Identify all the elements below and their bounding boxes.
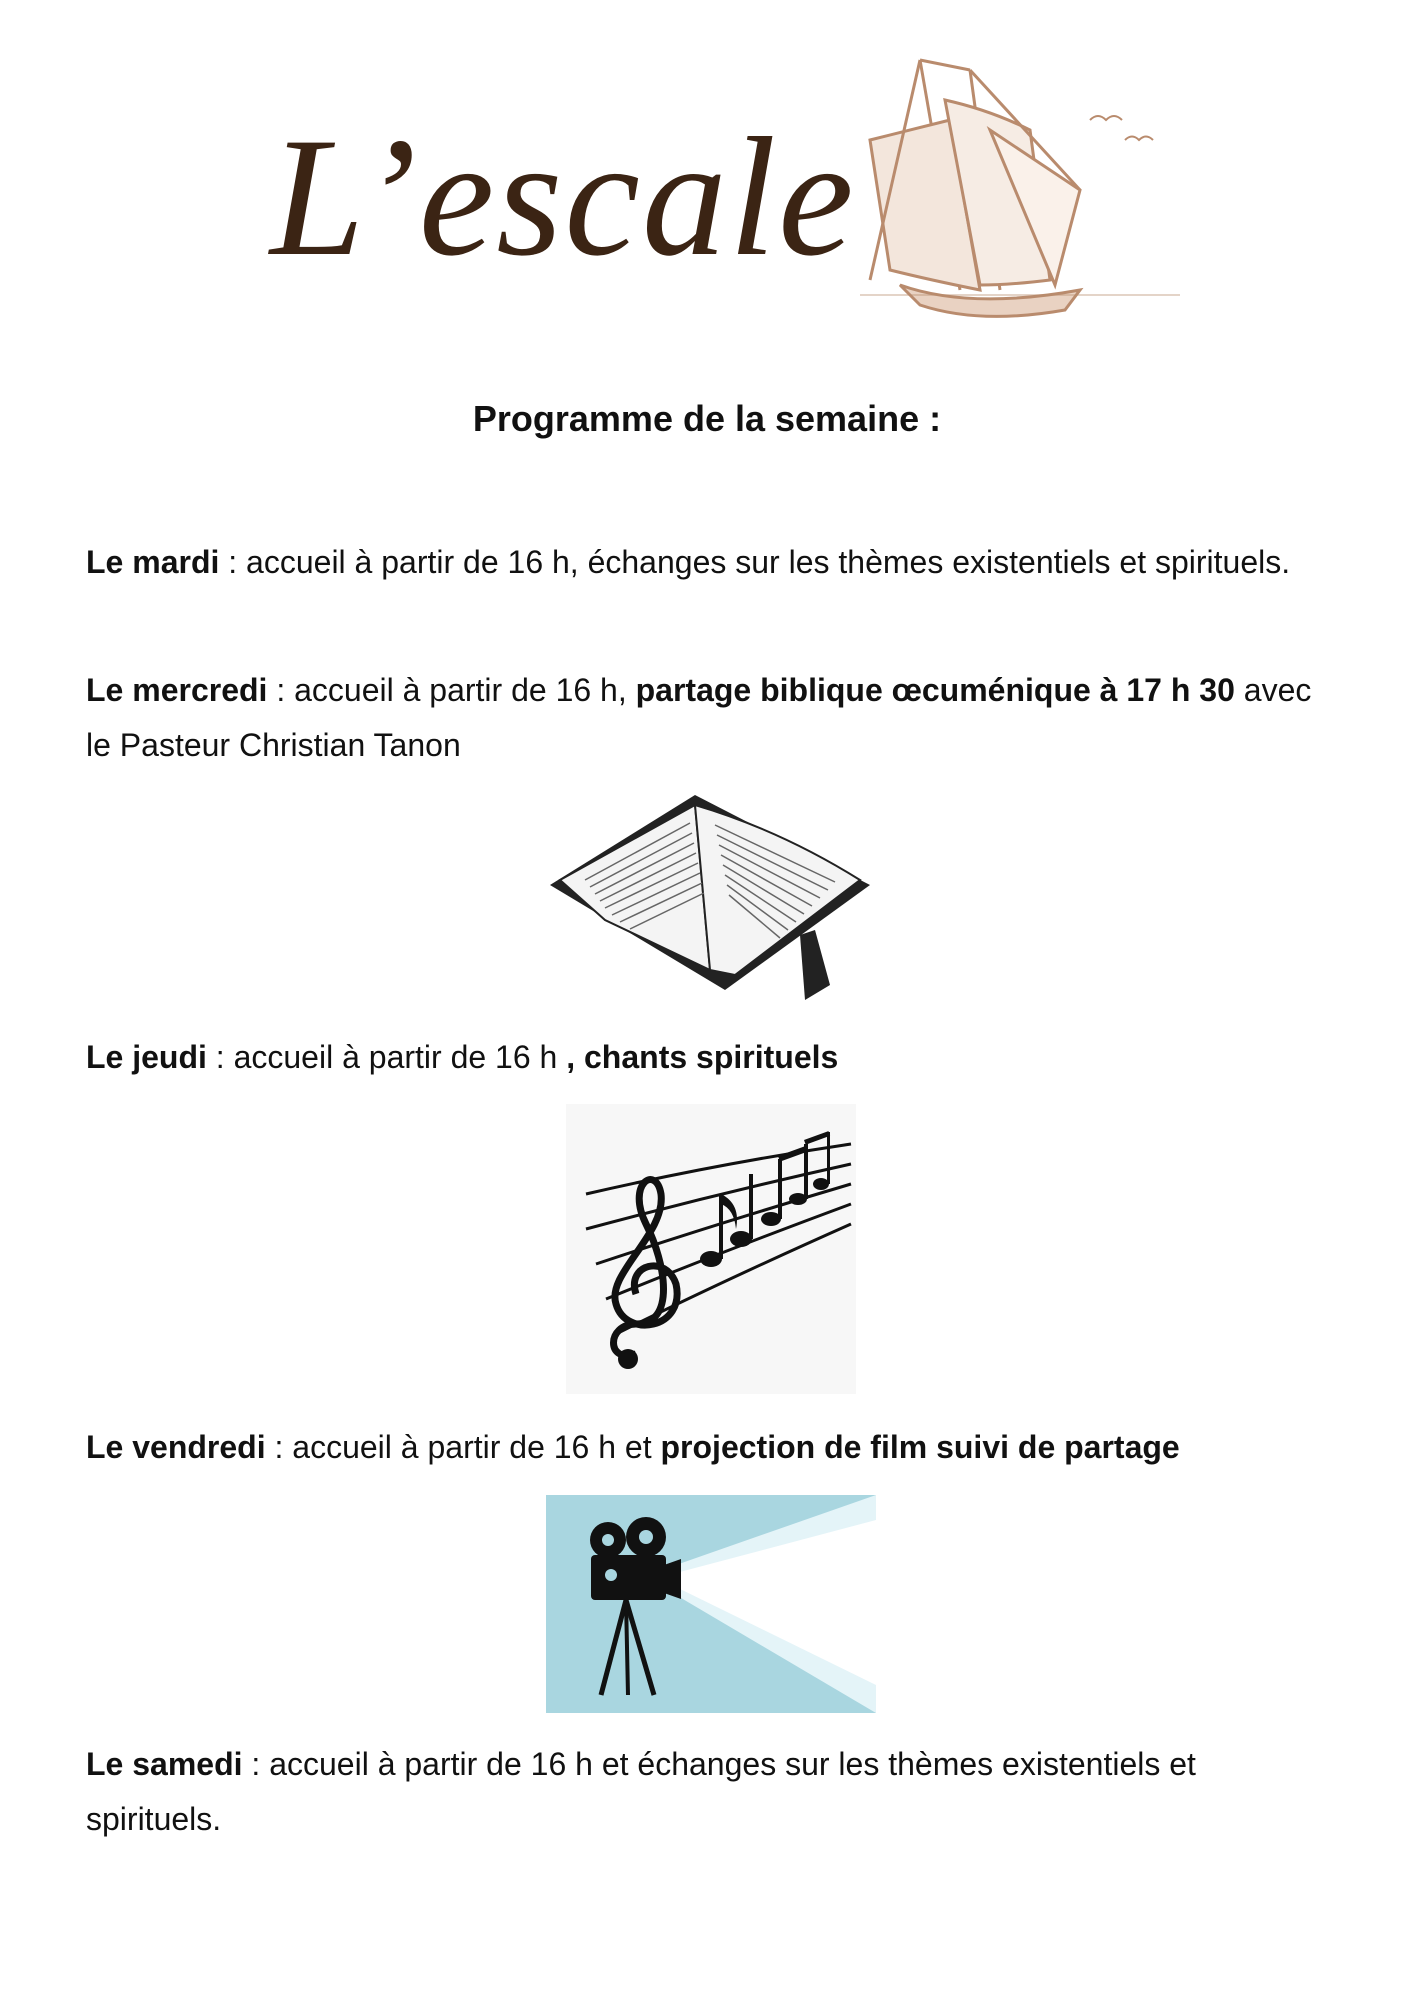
paragraph-jeudi — [86, 1030, 1336, 1085]
paragraph-vendredi — [86, 1420, 1336, 1475]
paragraph-mercredi — [86, 663, 1336, 773]
highlight-mercredi: partage biblique œcuménique à 17 h 30 — [635, 672, 1235, 708]
paragraph-samedi — [86, 1737, 1336, 1847]
page-title: Programme de la semaine : — [472, 398, 942, 439]
day-label-jeudi: Le jeudi — [86, 1039, 207, 1075]
highlight-vendredi: projection de film suivi de partage — [660, 1429, 1180, 1465]
paragraph-mardi — [86, 535, 1336, 590]
highlight-jeudi: , chants spirituels — [566, 1039, 839, 1075]
logo — [250, 40, 1190, 330]
text-mercredi-1: : accueil à partir de 16 h, — [267, 672, 636, 708]
day-label-vendredi: Le vendredi — [86, 1429, 266, 1465]
open-bible-icon — [540, 790, 880, 1005]
text-jeudi: : accueil à partir de 16 h — [206, 1039, 567, 1075]
text-mercredi-2: avec le Pasteur Christian Tanon — [86, 672, 1312, 763]
day-label-samedi: Le samedi — [86, 1746, 243, 1782]
text-samedi: : accueil à partir de 16 h et échanges sur les thèmes existentiels et spirituels. — [86, 1746, 1196, 1837]
logo-text: L’escale — [270, 103, 856, 291]
text-vendredi: : accueil à partir de 16 h et — [265, 1429, 661, 1465]
sailing-ship-icon — [850, 40, 1190, 330]
day-label-mercredi: Le mercredi — [86, 672, 268, 708]
music-notes-icon — [566, 1104, 856, 1394]
film-projector-icon — [546, 1495, 876, 1713]
day-label-mardi: Le mardi — [86, 544, 220, 580]
text-mardi: : accueil à partir de 16 h, échanges sur les thèmes existentiels et spirituels. — [219, 544, 1291, 580]
